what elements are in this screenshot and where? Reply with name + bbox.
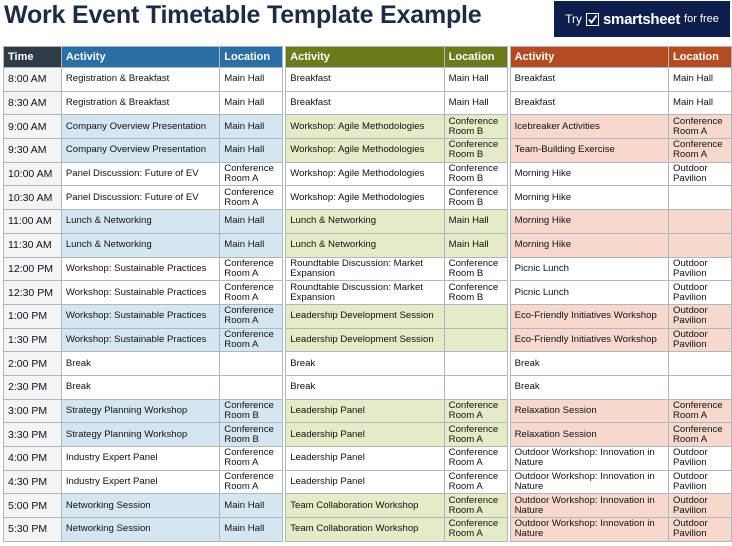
table-row [4,518,732,542]
location-cell: Conference Room A [220,257,283,281]
time-cell: 1:30 PM [4,328,62,352]
location-cell: Conference Room B [220,399,283,423]
location-cell: Outdoor Pavilion [668,447,731,471]
location-cell [668,210,731,234]
activity-cell: Outdoor Workshop: Innovation in Nature [510,447,668,471]
table-row [4,257,732,281]
page-title: Work Event Timetable Template Example [4,1,482,29]
time-cell: 9:30 AM [4,139,62,163]
location-cell: Conference Room B [444,281,507,305]
table-row [4,210,732,234]
location-cell: Main Hall [220,518,283,542]
activity-cell: Industry Expert Panel [61,470,219,494]
location-cell [668,186,731,210]
activity-cell: Industry Expert Panel [61,447,219,471]
banner-brand: smartsheet [602,10,681,28]
location-cell: Main Hall [220,115,283,139]
activity-cell: Team Collaboration Workshop [286,494,444,518]
activity-cell: Networking Session [61,518,219,542]
header-time: Time [4,47,62,68]
activity-cell: Break [61,352,219,376]
activity-cell: Leadership Development Session [286,328,444,352]
header-track1-location: Location [220,47,283,68]
activity-cell: Workshop: Agile Methodologies [286,139,444,163]
activity-cell: Picnic Lunch [510,281,668,305]
table-row [4,399,732,423]
table-row [4,68,732,92]
activity-cell: Leadership Panel [286,423,444,447]
activity-cell: Workshop: Sustainable Practices [61,281,219,305]
location-cell: Outdoor Pavilion [668,162,731,186]
location-cell [444,352,507,376]
activity-cell: Break [510,352,668,376]
activity-cell: Company Overview Presentation [61,115,219,139]
time-cell: 11:30 AM [4,233,62,257]
activity-cell: Eco-Friendly Initiatives Workshop [510,304,668,328]
location-cell: Conference Room A [220,304,283,328]
activity-cell: Eco-Friendly Initiatives Workshop [510,328,668,352]
banner-free-text: for free [684,13,719,25]
location-cell: Conference Room A [668,399,731,423]
activity-cell: Outdoor Workshop: Innovation in Nature [510,494,668,518]
table-row [4,470,732,494]
location-cell: Conference Room A [444,494,507,518]
activity-cell: Workshop: Agile Methodologies [286,186,444,210]
header-track1-activity: Activity [61,47,219,68]
location-cell: Main Hall [220,494,283,518]
location-cell: Conference Room A [668,139,731,163]
location-cell: Main Hall [668,91,731,115]
table-row [4,375,732,399]
location-cell: Main Hall [220,210,283,234]
location-cell [668,375,731,399]
location-cell: Conference Room A [220,470,283,494]
location-cell: Outdoor Pavilion [668,281,731,305]
table-row [4,423,732,447]
header-track2-activity: Activity [286,47,444,68]
activity-cell: Lunch & Networking [286,233,444,257]
activity-cell: Breakfast [286,91,444,115]
time-cell: 4:30 PM [4,470,62,494]
table-row [4,233,732,257]
location-cell: Conference Room A [668,423,731,447]
location-cell: Outdoor Pavilion [668,328,731,352]
activity-cell: Roundtable Discussion: Market Expansion [286,257,444,281]
table-row [4,352,732,376]
location-cell: Main Hall [220,68,283,92]
activity-cell: Workshop: Sustainable Practices [61,328,219,352]
table-row [4,328,732,352]
activity-cell: Break [286,375,444,399]
location-cell: Conference Room A [220,186,283,210]
time-cell: 1:00 PM [4,304,62,328]
location-cell: Conference Room A [668,115,731,139]
activity-cell: Strategy Planning Workshop [61,423,219,447]
table-row [4,494,732,518]
activity-cell: Breakfast [286,68,444,92]
location-cell: Conference Room B [444,115,507,139]
activity-cell: Leadership Panel [286,447,444,471]
activity-cell: Panel Discussion: Future of EV [61,186,219,210]
location-cell: Conference Room A [444,470,507,494]
timetable-body [4,68,732,542]
banner-try-text: Try [565,12,582,26]
time-cell: 5:30 PM [4,518,62,542]
location-cell: Outdoor Pavilion [668,257,731,281]
activity-cell: Breakfast [510,68,668,92]
time-cell: 10:00 AM [4,162,62,186]
table-row [4,115,732,139]
location-cell: Conference Room A [444,518,507,542]
time-cell: 3:00 PM [4,399,62,423]
activity-cell: Roundtable Discussion: Market Expansion [286,281,444,305]
location-cell: Main Hall [668,68,731,92]
header-track3-activity: Activity [510,47,668,68]
activity-cell: Strategy Planning Workshop [61,399,219,423]
activity-cell: Lunch & Networking [61,233,219,257]
location-cell: Conference Room B [220,423,283,447]
table-row [4,162,732,186]
activity-cell: Lunch & Networking [286,210,444,234]
time-cell: 11:00 AM [4,210,62,234]
smartsheet-banner[interactable] [554,1,730,37]
location-cell [668,233,731,257]
location-cell [444,304,507,328]
time-cell: 4:00 PM [4,447,62,471]
activity-cell: Panel Discussion: Future of EV [61,162,219,186]
activity-cell: Workshop: Agile Methodologies [286,115,444,139]
activity-cell: Relaxation Session [510,423,668,447]
table-row [4,304,732,328]
activity-cell: Leadership Panel [286,399,444,423]
location-cell: Conference Room B [444,162,507,186]
time-cell: 3:30 PM [4,423,62,447]
activity-cell: Morning Hike [510,186,668,210]
activity-cell: Relaxation Session [510,399,668,423]
location-cell: Conference Room B [444,139,507,163]
activity-cell: Leadership Development Session [286,304,444,328]
timetable [3,46,732,542]
activity-cell: Lunch & Networking [61,210,219,234]
activity-cell: Morning Hike [510,162,668,186]
time-cell: 8:00 AM [4,68,62,92]
activity-cell: Picnic Lunch [510,257,668,281]
location-cell [444,375,507,399]
activity-cell: Registration & Breakfast [61,68,219,92]
location-cell [220,375,283,399]
activity-cell: Registration & Breakfast [61,91,219,115]
location-cell [220,352,283,376]
location-cell: Conference Room A [444,399,507,423]
table-row [4,186,732,210]
location-cell: Main Hall [444,210,507,234]
activity-cell: Outdoor Workshop: Innovation in Nature [510,470,668,494]
location-cell: Conference Room B [444,257,507,281]
location-cell: Main Hall [220,233,283,257]
time-cell: 5:00 PM [4,494,62,518]
location-cell [444,328,507,352]
activity-cell: Icebreaker Activities [510,115,668,139]
header-track2-location: Location [444,47,507,68]
activity-cell: Break [61,375,219,399]
location-cell: Outdoor Pavilion [668,494,731,518]
activity-cell: Workshop: Agile Methodologies [286,162,444,186]
location-cell: Conference Room A [220,447,283,471]
activity-cell: Workshop: Sustainable Practices [61,304,219,328]
location-cell: Conference Room A [220,281,283,305]
location-cell: Conference Room A [220,162,283,186]
location-cell: Main Hall [220,139,283,163]
activity-cell: Break [510,375,668,399]
location-cell: Main Hall [444,68,507,92]
activity-cell: Team-Building Exercise [510,139,668,163]
location-cell: Main Hall [444,91,507,115]
location-cell: Main Hall [444,233,507,257]
activity-cell: Leadership Panel [286,470,444,494]
location-cell: Main Hall [220,91,283,115]
time-cell: 2:00 PM [4,352,62,376]
header-row [4,47,732,68]
activity-cell: Morning Hike [510,210,668,234]
location-cell: Conference Room A [220,328,283,352]
time-cell: 10:30 AM [4,186,62,210]
table-row [4,447,732,471]
location-cell: Conference Room A [444,447,507,471]
time-cell: 12:30 PM [4,281,62,305]
activity-cell: Outdoor Workshop: Innovation in Nature [510,518,668,542]
activity-cell: Company Overview Presentation [61,139,219,163]
time-cell: 12:00 PM [4,257,62,281]
location-cell: Conference Room A [444,423,507,447]
table-row [4,139,732,163]
location-cell [668,352,731,376]
location-cell: Conference Room B [444,186,507,210]
activity-cell: Workshop: Sustainable Practices [61,257,219,281]
activity-cell: Break [286,352,444,376]
location-cell: Outdoor Pavilion [668,470,731,494]
table-row [4,281,732,305]
activity-cell: Networking Session [61,494,219,518]
time-cell: 2:30 PM [4,375,62,399]
location-cell: Outdoor Pavilion [668,304,731,328]
checkmark-logo-icon [586,13,599,26]
location-cell: Outdoor Pavilion [668,518,731,542]
table-row [4,91,732,115]
header-track3-location: Location [668,47,731,68]
activity-cell: Breakfast [510,91,668,115]
activity-cell: Morning Hike [510,233,668,257]
time-cell: 9:00 AM [4,115,62,139]
activity-cell: Team Collaboration Workshop [286,518,444,542]
time-cell: 8:30 AM [4,91,62,115]
